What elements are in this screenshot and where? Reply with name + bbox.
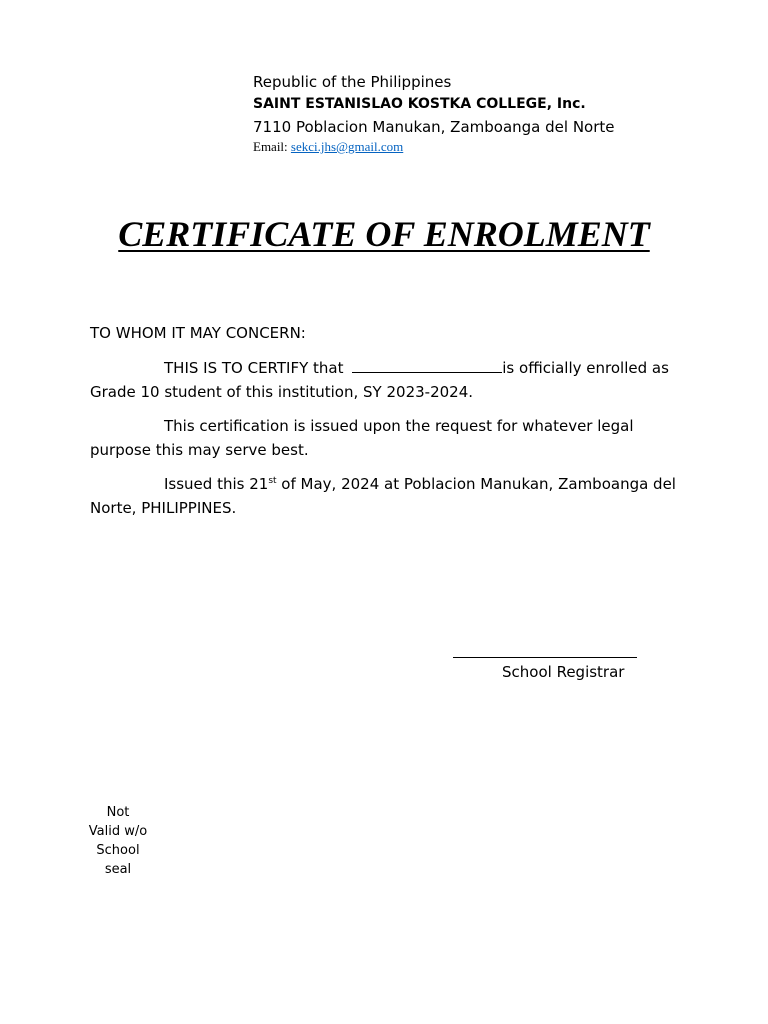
email-link[interactable]: sekci.jhs@gmail.com — [290, 139, 404, 154]
certificate-title: CERTIFICATE OF ENROLMENT — [118, 214, 650, 254]
school-address: 7110 Poblacion Manukan, Zamboanga del Norte — [253, 118, 615, 136]
issued-text-end: of May, 2024 at Poblacion Manukan, Zamboanga del Norte, PHILIPPINES. — [90, 475, 676, 517]
signature-label: School Registrar — [502, 663, 625, 681]
salutation: TO WHOM IT MAY CONCERN: — [90, 324, 306, 342]
seal-note-line: School — [96, 843, 140, 858]
student-name-blank — [352, 358, 502, 373]
certify-text-start: THIS IS TO CERTIFY that — [164, 359, 349, 377]
letterhead — [253, 71, 733, 156]
signature-line — [453, 657, 637, 658]
purpose-paragraph: This certification is issued upon the request for whatever legal purpose this may serve best. — [90, 417, 634, 459]
issued-paragraph — [90, 472, 690, 520]
certify-paragraph — [90, 356, 690, 404]
email-line — [253, 138, 733, 156]
day-suffix: st — [268, 476, 277, 486]
issued-text-start: Issued this 21 — [164, 475, 269, 493]
seal-note-line: seal — [104, 862, 132, 877]
email-label: Email: — [253, 139, 291, 154]
seal-note — [78, 803, 158, 879]
seal-note-line: Not — [106, 805, 130, 820]
country-name: Republic of the Philippines — [253, 73, 452, 91]
seal-note-line: Valid w/o — [88, 824, 148, 839]
certify-text-end: is officially enrolled as Grade 10 student of this institution, SY 2023-2024. — [90, 359, 669, 401]
school-name: SAINT ESTANISLAO KOSTKA COLLEGE, Inc. — [253, 96, 586, 112]
